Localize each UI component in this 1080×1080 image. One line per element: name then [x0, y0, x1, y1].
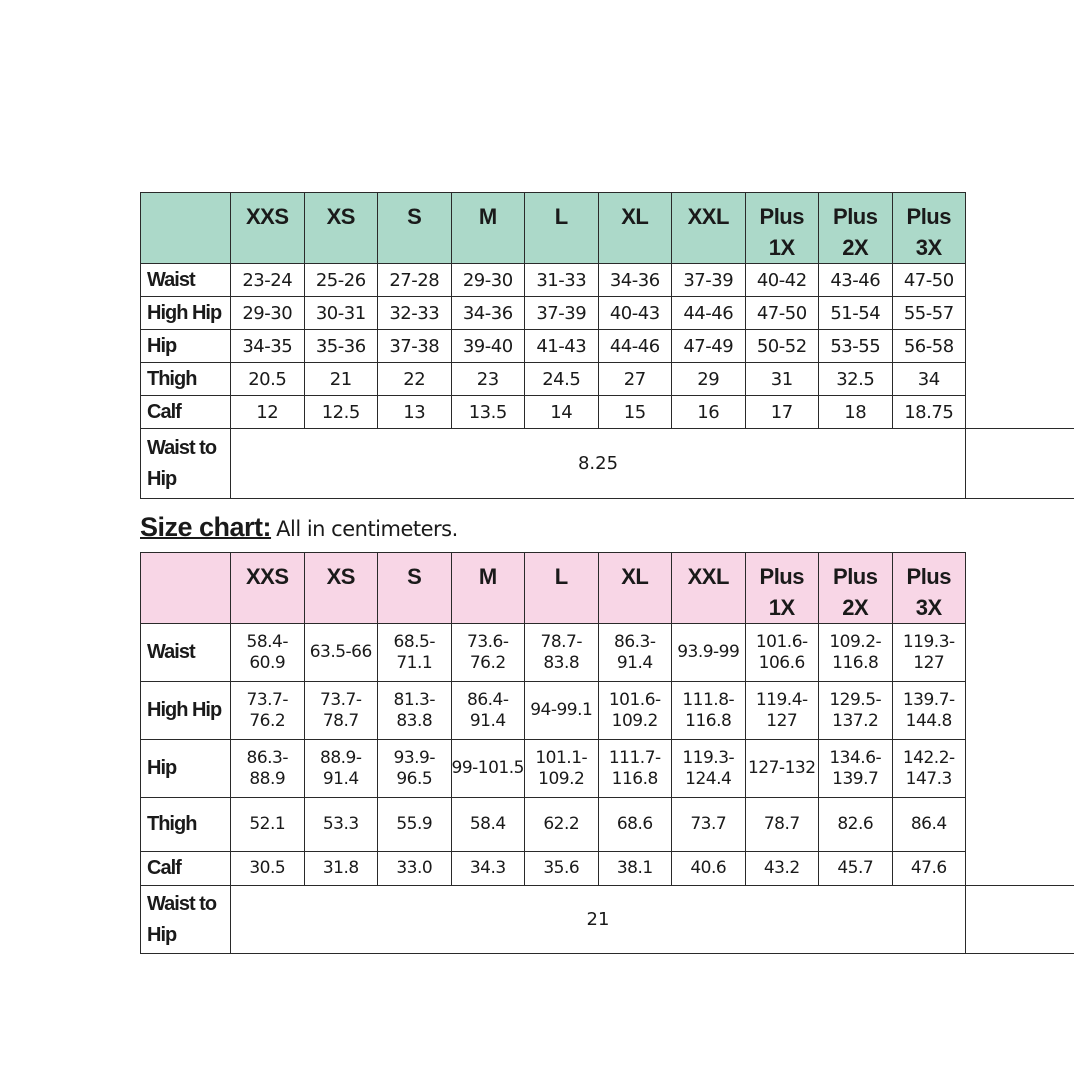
- size-header-xxs: XXS: [231, 553, 305, 624]
- measurement-cell: 20.5: [231, 363, 305, 396]
- measurement-cell: 24.5: [525, 363, 599, 396]
- measurement-cell: 35.6: [525, 852, 599, 886]
- size-header-plus-3x: Plus 3X: [892, 193, 966, 264]
- measurement-cell: 29-30: [231, 297, 305, 330]
- table-row-waist-to-hip: [141, 886, 1074, 954]
- measurement-cell: 56-58: [892, 330, 966, 363]
- row-label: Calf: [141, 396, 231, 429]
- measurement-cell: 73.7-76.2: [231, 682, 305, 740]
- measurement-cell: 73.7-78.7: [304, 682, 378, 740]
- size-header-l: L: [525, 193, 599, 264]
- measurement-cell: 45.7: [819, 852, 893, 886]
- measurement-cell: 34: [892, 363, 966, 396]
- measurement-cell: 34-36: [598, 264, 672, 297]
- measurement-cell: 81.3-83.8: [378, 682, 452, 740]
- measurement-cell: 63.5-66: [304, 624, 378, 682]
- measurement-cell: 93.9-99: [672, 624, 746, 682]
- measurement-cell: 34.3: [451, 852, 525, 886]
- row-label: High Hip: [141, 297, 231, 330]
- table-edge-cell: [966, 363, 1074, 396]
- measurement-cell: 86.4-91.4: [451, 682, 525, 740]
- measurement-cell: 39-40: [451, 330, 525, 363]
- measurement-cell: 127-132: [745, 740, 819, 798]
- measurement-cell: 47.6: [892, 852, 966, 886]
- table-edge-cell: [966, 297, 1074, 330]
- measurement-cell: 37-38: [378, 330, 452, 363]
- measurement-cell: 13: [378, 396, 452, 429]
- measurement-cell: 53-55: [819, 330, 893, 363]
- table-edge-cell: [966, 264, 1074, 297]
- table-row-waist: [141, 624, 1074, 682]
- measurement-cell: 73.6-76.2: [451, 624, 525, 682]
- table-edge-cell: [966, 429, 1074, 499]
- row-label: Waist: [141, 264, 231, 297]
- measurement-cell: 51-54: [819, 297, 893, 330]
- header-row: [141, 553, 1074, 624]
- table-row-waist: [141, 264, 1074, 297]
- measurement-cell: 55-57: [892, 297, 966, 330]
- size-header-xs: XS: [304, 193, 378, 264]
- measurement-cell: 58.4: [451, 798, 525, 852]
- measurement-cell: 34-35: [231, 330, 305, 363]
- measurement-cell: 27: [598, 363, 672, 396]
- measurement-cell: 119.3-124.4: [672, 740, 746, 798]
- size-header-xxs: XXS: [231, 193, 305, 264]
- table-row-high-hip: [141, 297, 1074, 330]
- measurement-cell: 33.0: [378, 852, 452, 886]
- measurement-cell: 32.5: [819, 363, 893, 396]
- size-chart-inches-table: [140, 192, 1074, 499]
- measurement-cell: 31-33: [525, 264, 599, 297]
- measurement-cell: 16: [672, 396, 746, 429]
- measurement-cell: 40-42: [745, 264, 819, 297]
- measurement-cell: 38.1: [598, 852, 672, 886]
- measurement-cell: 53.3: [304, 798, 378, 852]
- measurement-cell: 88.9-91.4: [304, 740, 378, 798]
- measurement-cell: 101.6-106.6: [745, 624, 819, 682]
- measurement-cell: 73.7: [672, 798, 746, 852]
- measurement-cell: 111.7-116.8: [598, 740, 672, 798]
- measurement-cell: 21: [304, 363, 378, 396]
- measurement-cell: 41-43: [525, 330, 599, 363]
- size-chart-caption: [140, 512, 458, 548]
- measurement-cell: 37-39: [672, 264, 746, 297]
- measurement-cell: 18: [819, 396, 893, 429]
- measurement-cell: 142.2-147.3: [892, 740, 966, 798]
- size-header-xxl: XXL: [672, 553, 746, 624]
- size-header-plus-2x: Plus 2X: [819, 193, 893, 264]
- measurement-cell: 47-49: [672, 330, 746, 363]
- measurement-cell: 17: [745, 396, 819, 429]
- table-edge-cell: [966, 682, 1074, 740]
- size-header-s: S: [378, 193, 452, 264]
- measurement-cell: 86.4: [892, 798, 966, 852]
- waist-to-hip-value: 8.25: [231, 429, 966, 499]
- measurement-cell: 101.6-109.2: [598, 682, 672, 740]
- measurement-cell: 52.1: [231, 798, 305, 852]
- size-header-s: S: [378, 553, 452, 624]
- size-header-xs: XS: [304, 553, 378, 624]
- measurement-cell: 15: [598, 396, 672, 429]
- size-header-xxl: XXL: [672, 193, 746, 264]
- measurement-cell: 68.5-71.1: [378, 624, 452, 682]
- measurement-cell: 31: [745, 363, 819, 396]
- measurement-cell: 119.4-127: [745, 682, 819, 740]
- measurement-cell: 109.2-116.8: [819, 624, 893, 682]
- row-label: Hip: [141, 740, 231, 798]
- header-corner-cell: [141, 193, 231, 264]
- size-chart-cm-table: [140, 552, 1074, 954]
- measurement-cell: 30-31: [304, 297, 378, 330]
- measurement-cell: 68.6: [598, 798, 672, 852]
- measurement-cell: 30.5: [231, 852, 305, 886]
- table-edge-cell: [966, 553, 1074, 624]
- measurement-cell: 86.3-91.4: [598, 624, 672, 682]
- row-label: High Hip: [141, 682, 231, 740]
- measurement-cell: 27-28: [378, 264, 452, 297]
- table-edge-cell: [966, 624, 1074, 682]
- header-corner-cell: [141, 553, 231, 624]
- measurement-cell: 40.6: [672, 852, 746, 886]
- measurement-cell: 99-101.5: [451, 740, 525, 798]
- table-body: [141, 624, 1074, 954]
- measurement-cell: 78.7: [745, 798, 819, 852]
- measurement-cell: 129.5-137.2: [819, 682, 893, 740]
- measurement-cell: 12.5: [304, 396, 378, 429]
- measurement-cell: 82.6: [819, 798, 893, 852]
- measurement-cell: 139.7-144.8: [892, 682, 966, 740]
- measurement-cell: 93.9-96.5: [378, 740, 452, 798]
- size-header-m: M: [451, 553, 525, 624]
- table-edge-cell: [966, 886, 1074, 954]
- header-row: [141, 193, 1074, 264]
- size-header-m: M: [451, 193, 525, 264]
- measurement-cell: 25-26: [304, 264, 378, 297]
- measurement-cell: 55.9: [378, 798, 452, 852]
- table-row-hip: [141, 330, 1074, 363]
- row-label: Thigh: [141, 798, 231, 852]
- measurement-cell: 101.1-109.2: [525, 740, 599, 798]
- row-label: Waist to Hip: [141, 886, 231, 954]
- row-label: Calf: [141, 852, 231, 886]
- measurement-cell: 29-30: [451, 264, 525, 297]
- caption-text: All in centimeters.: [276, 517, 458, 541]
- row-label: Waist to Hip: [141, 429, 231, 499]
- size-header-xl: XL: [598, 193, 672, 264]
- measurement-cell: 78.7-83.8: [525, 624, 599, 682]
- measurement-cell: 47-50: [892, 264, 966, 297]
- table-edge-cell: [966, 740, 1074, 798]
- measurement-cell: 58.4-60.9: [231, 624, 305, 682]
- measurement-cell: 50-52: [745, 330, 819, 363]
- measurement-cell: 86.3-88.9: [231, 740, 305, 798]
- table-row-hip: [141, 740, 1074, 798]
- row-label: Thigh: [141, 363, 231, 396]
- measurement-cell: 37-39: [525, 297, 599, 330]
- measurement-cell: 13.5: [451, 396, 525, 429]
- measurement-cell: 40-43: [598, 297, 672, 330]
- table-row-waist-to-hip: [141, 429, 1074, 499]
- size-header-plus-2x: Plus 2X: [819, 553, 893, 624]
- row-label: Waist: [141, 624, 231, 682]
- measurement-cell: 62.2: [525, 798, 599, 852]
- table-body: [141, 264, 1074, 499]
- table-row-high-hip: [141, 682, 1074, 740]
- measurement-cell: 12: [231, 396, 305, 429]
- measurement-cell: 22: [378, 363, 452, 396]
- table-edge-cell: [966, 330, 1074, 363]
- measurement-cell: 44-46: [672, 297, 746, 330]
- table-row-thigh: [141, 798, 1074, 852]
- size-header-l: L: [525, 553, 599, 624]
- measurement-cell: 23-24: [231, 264, 305, 297]
- row-label: Hip: [141, 330, 231, 363]
- measurement-cell: 43.2: [745, 852, 819, 886]
- waist-to-hip-value: 21: [231, 886, 966, 954]
- measurement-cell: 32-33: [378, 297, 452, 330]
- measurement-cell: 29: [672, 363, 746, 396]
- size-header-plus-1x: Plus 1X: [745, 553, 819, 624]
- measurement-cell: 14: [525, 396, 599, 429]
- table-edge-cell: [966, 852, 1074, 886]
- size-header-plus-1x: Plus 1X: [745, 193, 819, 264]
- measurement-cell: 94-99.1: [525, 682, 599, 740]
- measurement-cell: 23: [451, 363, 525, 396]
- measurement-cell: 34-36: [451, 297, 525, 330]
- measurement-cell: 43-46: [819, 264, 893, 297]
- caption-title: Size chart:: [140, 512, 272, 542]
- measurement-cell: 119.3-127: [892, 624, 966, 682]
- measurement-cell: 31.8: [304, 852, 378, 886]
- table-edge-cell: [966, 396, 1074, 429]
- measurement-cell: 47-50: [745, 297, 819, 330]
- table-row-thigh: [141, 363, 1074, 396]
- table-edge-cell: [966, 193, 1074, 264]
- table-edge-cell: [966, 798, 1074, 852]
- measurement-cell: 44-46: [598, 330, 672, 363]
- size-header-xl: XL: [598, 553, 672, 624]
- measurement-cell: 111.8-116.8: [672, 682, 746, 740]
- measurement-cell: 134.6-139.7: [819, 740, 893, 798]
- table-row-calf: [141, 396, 1074, 429]
- measurement-cell: 18.75: [892, 396, 966, 429]
- measurement-cell: 35-36: [304, 330, 378, 363]
- size-header-plus-3x: Plus 3X: [892, 553, 966, 624]
- table-row-calf: [141, 852, 1074, 886]
